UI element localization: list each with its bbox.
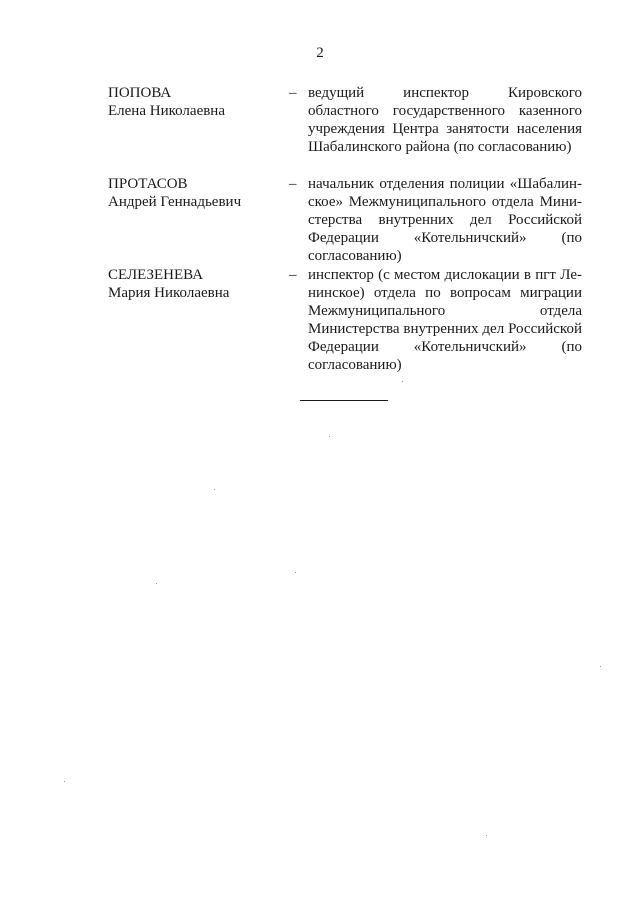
member-position: инспектор (с местом дислокации в пгт Ленинское) отдела по вопросам миграции Межмуниципального отдела Министерства внутренних дел Российской Федерации «Котельничский» (по согласованию) <box>308 267 582 373</box>
member-surname: СЕЛЕЗЕНЕВА <box>108 267 204 283</box>
scan-speck <box>64 781 65 782</box>
scan-speck <box>486 835 487 836</box>
member-given-names: Мария Николаевна <box>108 285 230 301</box>
member-surname: ПОПОВА <box>108 85 172 101</box>
entry-dash: – <box>289 267 297 283</box>
member-name <box>108 266 278 302</box>
member-name <box>108 175 278 211</box>
member-surname: ПРОТАСОВ <box>108 176 188 192</box>
scan-speck <box>156 583 157 584</box>
member-name <box>108 84 278 120</box>
scan-speck <box>295 572 296 573</box>
entry-dash: – <box>289 85 297 101</box>
scan-speck <box>402 381 403 382</box>
closing-separator-line <box>300 400 388 401</box>
member-given-names: Андрей Геннадьевич <box>108 194 242 210</box>
member-position: начальник отделения полиции «Шабалинское» Межмуниципального отдела Министерства внутренних дел Российской Федерации «Котельничский» (по согласованию) <box>308 176 582 264</box>
page-number: 2 <box>316 45 324 61</box>
member-position: ведущий инспектор Кировского областного государственного казенного учреждения Центра занятости населения Шабалинского района (по согласованию) <box>308 85 582 155</box>
entry-dash: – <box>289 176 297 192</box>
member-given-names: Елена Николаевна <box>108 103 225 119</box>
scan-speck <box>214 489 215 490</box>
scan-speck <box>329 436 330 437</box>
scan-speck <box>600 666 601 667</box>
